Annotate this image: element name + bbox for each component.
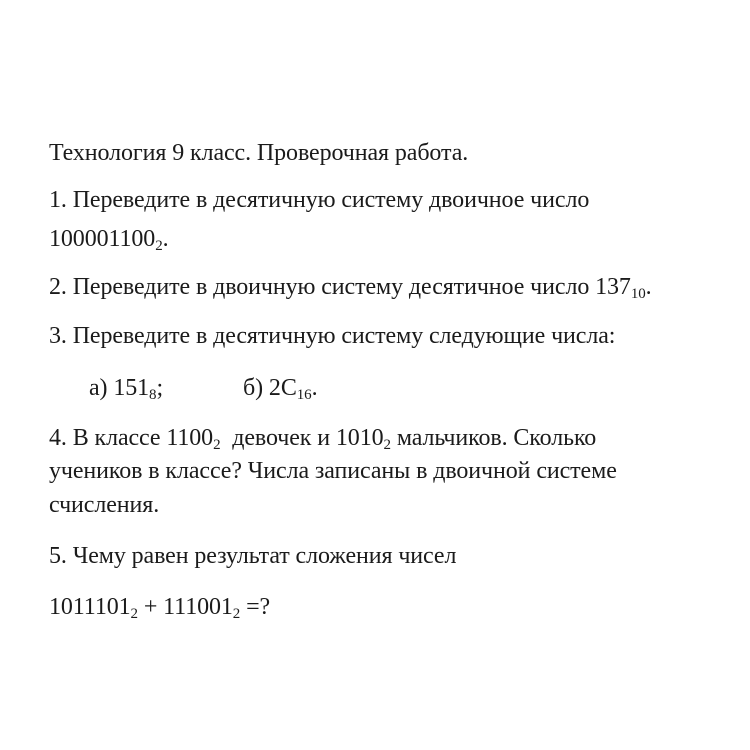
question-4-line-3: счисления. bbox=[49, 492, 160, 518]
question-5-expression: $1011101_2 + 111001_2$ =? bbox=[49, 594, 271, 622]
q4-base-subscript-2: 2 bbox=[383, 437, 391, 453]
q2-period: . bbox=[645, 274, 652, 300]
q1-period: . bbox=[162, 226, 169, 252]
question-3: 3. Переведите в десятичную систему следующие числа: bbox=[49, 323, 616, 349]
q2-text: 2. Переведите в двоичную систему десятичное число 137 bbox=[49, 274, 631, 300]
question-5-line-1: 5. Чему равен результат сложения чисел bbox=[49, 543, 457, 569]
q2-base-subscript: 10 bbox=[630, 286, 646, 302]
q3-b-base-subscript: 16 bbox=[296, 387, 312, 403]
q3-item-a: а) $151_8$; bbox=[89, 375, 164, 403]
question-3-items bbox=[89, 373, 317, 403]
question-1-line-1: 1. Переведите в десятичную систему двоичное число bbox=[49, 187, 590, 213]
question-2 bbox=[49, 272, 652, 302]
q3-item-b: б) $2С_{16}$. bbox=[243, 375, 318, 403]
q5-base-subscript-1: 2 bbox=[130, 606, 138, 622]
q3-a-base-subscript: 8 bbox=[149, 387, 157, 403]
q1-binary-number: 100001100 bbox=[49, 226, 156, 252]
q1-base-subscript: 2 bbox=[155, 238, 163, 254]
question-1-line-2 bbox=[49, 224, 169, 254]
q5-base-subscript-2: 2 bbox=[232, 606, 241, 622]
worksheet-title: Технология 9 класс. Проверочная работа. bbox=[49, 140, 469, 166]
question-4-line-1: 4. В классе $1100_2$ девочек и $1010_2$ мальчиков. Сколько bbox=[49, 425, 597, 453]
question-4-line-2: учеников в классе? Числа записаны в двоичной системе bbox=[49, 458, 617, 484]
q4-base-subscript-1: 2 bbox=[213, 437, 221, 453]
